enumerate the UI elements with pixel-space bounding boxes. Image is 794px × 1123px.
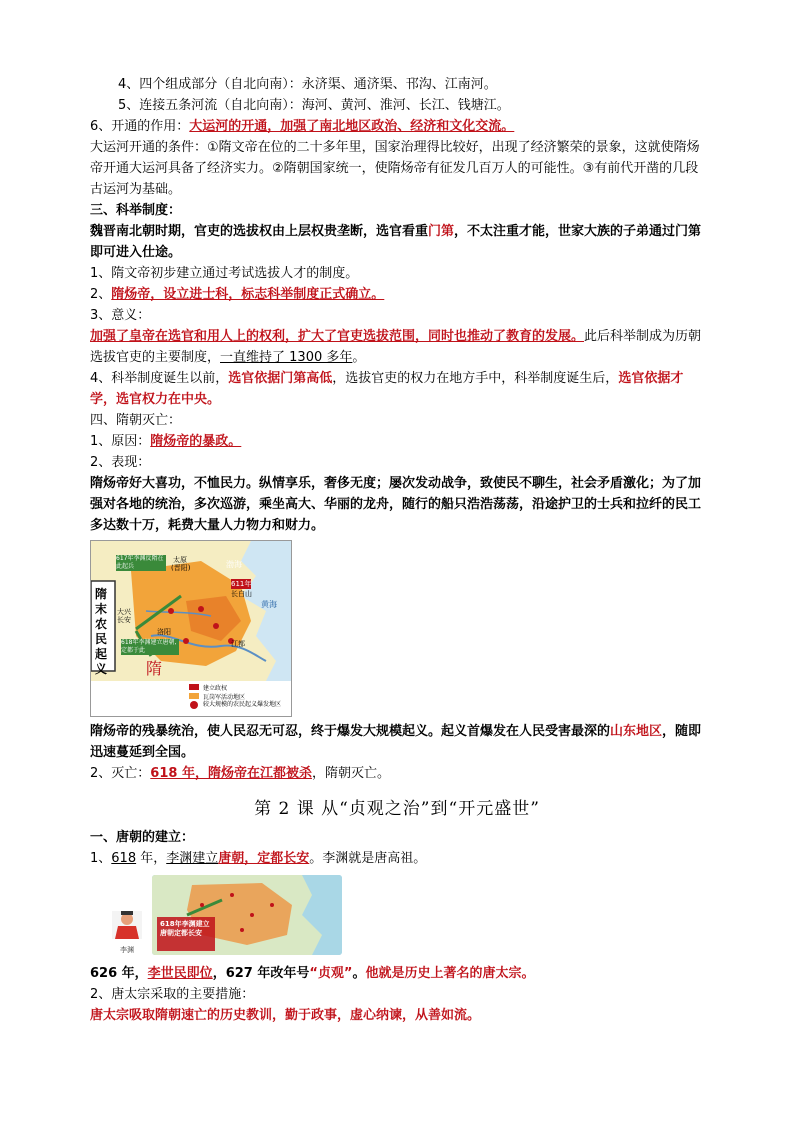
document-page (90, 74, 704, 1026)
sui-fall-perf-label: 2、表现： (90, 455, 151, 470)
li-yuan-portrait (110, 909, 144, 953)
map-label-611: 611年 (231, 580, 252, 588)
tang-founding-line: 1、618 年，李渊建立唐朝，定都长安。李渊就是唐高祖。 (90, 851, 427, 866)
sui-uprising-map (90, 540, 292, 717)
keju-item4: 4、科举制度诞生以前，选官依据门第高低，选拔官吏的权力在地方手中，科举制度诞生后，选官依据才学，选官权力在中央。 (90, 371, 684, 407)
sui-fall-perf-text: 隋炀帝好大喜功，不恤民力。纵情享乐，奢侈无度；屡次发动战争，致使民不聊生，社会矛盾激化；为了加强对各地的统治，多次巡游，乘坐高大、华丽的龙舟，随行的船只浩浩荡荡，沿途护卫的士兵和拉纤的民工多达数十万，耗费大量人力物力和财力。 (90, 476, 702, 533)
canal-conditions: 大运河开通的条件：①隋文帝在位的二十多年里，国家治理得比较好，出现了经济繁荣的景象，这就使隋炀帝开通大运河具备了经济实力。②隋朝国家统一，使隋炀帝有征发几百万人的可能性。③有前代开凿的几段古运河为基础。 (90, 140, 700, 197)
uprising-text: 隋炀帝的残暴统治，使人民忍无可忍，终于爆发大规模起义。起义首爆发在人民受害最深的山东地区，随即迅速蔓延到全国。 (90, 724, 702, 760)
taizong-measures-text: 唐太宗吸取隋朝速亡的历史教训，勤于政事，虚心纳谏，从善如流。 (90, 1008, 481, 1023)
tang-map-label: 618年李渊建立唐朝定都长安 (160, 920, 210, 937)
keju-meaning: 加强了皇帝在选官和用人上的权利，扩大了官吏选拔范围，同时也推动了教育的发展。此后科举制成为历朝选拔官吏的主要制度，一直维持了 1300 多年。 (90, 329, 702, 365)
map-title: 隋末农民起义 (95, 587, 108, 676)
tang-founding-map (90, 875, 704, 957)
keju-heading: 三、科举制度： (90, 203, 182, 218)
tang-map-graphic (152, 875, 342, 955)
portrait-label: 李渊 (120, 946, 134, 954)
tang-founding-heading: 一、唐朝的建立： (90, 830, 195, 845)
sui-fall-cause: 1、原因：隋炀帝的暴政。 (90, 434, 242, 449)
map-legend-1: 建立政权 (203, 685, 228, 692)
map-legend-2: 瓦岗军活动地区 (203, 694, 246, 701)
canal-components: 4、四个组成部分（自北向南）：永济渠、通济渠、邗沟、江南河。 (118, 77, 497, 92)
map-label-daxing: 大兴 (117, 608, 131, 616)
sui-fall-end: 2、灭亡：618 年，隋炀帝在江都被杀，隋朝灭亡。 (90, 766, 390, 781)
map-label-taiyuan: 太原 (173, 556, 187, 564)
map-label-yellow-sea: 黄海 (261, 600, 277, 609)
taizong-measures-label: 2、唐太宗采取的主要措施： (90, 987, 255, 1002)
keju-item1: 1、隋文帝初步建立通过考试选拔人才的制度。 (90, 266, 359, 281)
sui-fall-heading: 四、隋朝灭亡： (90, 413, 182, 428)
canal-rivers: 5、连接五条河流（自北向南）：海河、黄河、淮河、长江、钱塘江。 (118, 98, 510, 113)
map-legend-3: 较大规模的农民起义爆发地区 (203, 701, 282, 708)
map-label-617: 617年李渊反隋在此起兵 (116, 555, 166, 571)
lesson-title: 第 2 课 从“贞观之治”到“开元盛世” (254, 799, 540, 819)
map-label-changbaishan: 长白山 (231, 590, 252, 598)
map-label-jinyang: (晋阳) (171, 564, 191, 572)
map-label-618: 618年李渊建立唐朝,定都于此 (121, 639, 179, 655)
map-label-bohai: 渤海 (226, 560, 242, 569)
li-shimin-line: 626 年，李世民即位，627 年改年号“贞观”。他就是历史上著名的唐太宗。 (90, 966, 535, 981)
map-label-changan: 长安 (117, 616, 131, 624)
canal-effect: 6、开通的作用：大运河的开通，加强了南北地区政治、经济和文化交流。 (90, 119, 515, 134)
map-label-jiangdu: 江都 (231, 640, 245, 648)
keju-item3: 3、意义： (90, 308, 151, 323)
map-label-sui: 隋 (146, 659, 163, 678)
map-label-luoyang: 洛阳 (157, 628, 171, 636)
keju-item2: 2、隋炀帝，设立进士科，标志科举制度正式确立。 (90, 287, 385, 302)
keju-intro: 魏晋南北朝时期，官吏的选拔权由上层权贵垄断，选官看重门第，不太注重才能，世家大族的子弟通过门第即可进入仕途。 (90, 224, 702, 260)
